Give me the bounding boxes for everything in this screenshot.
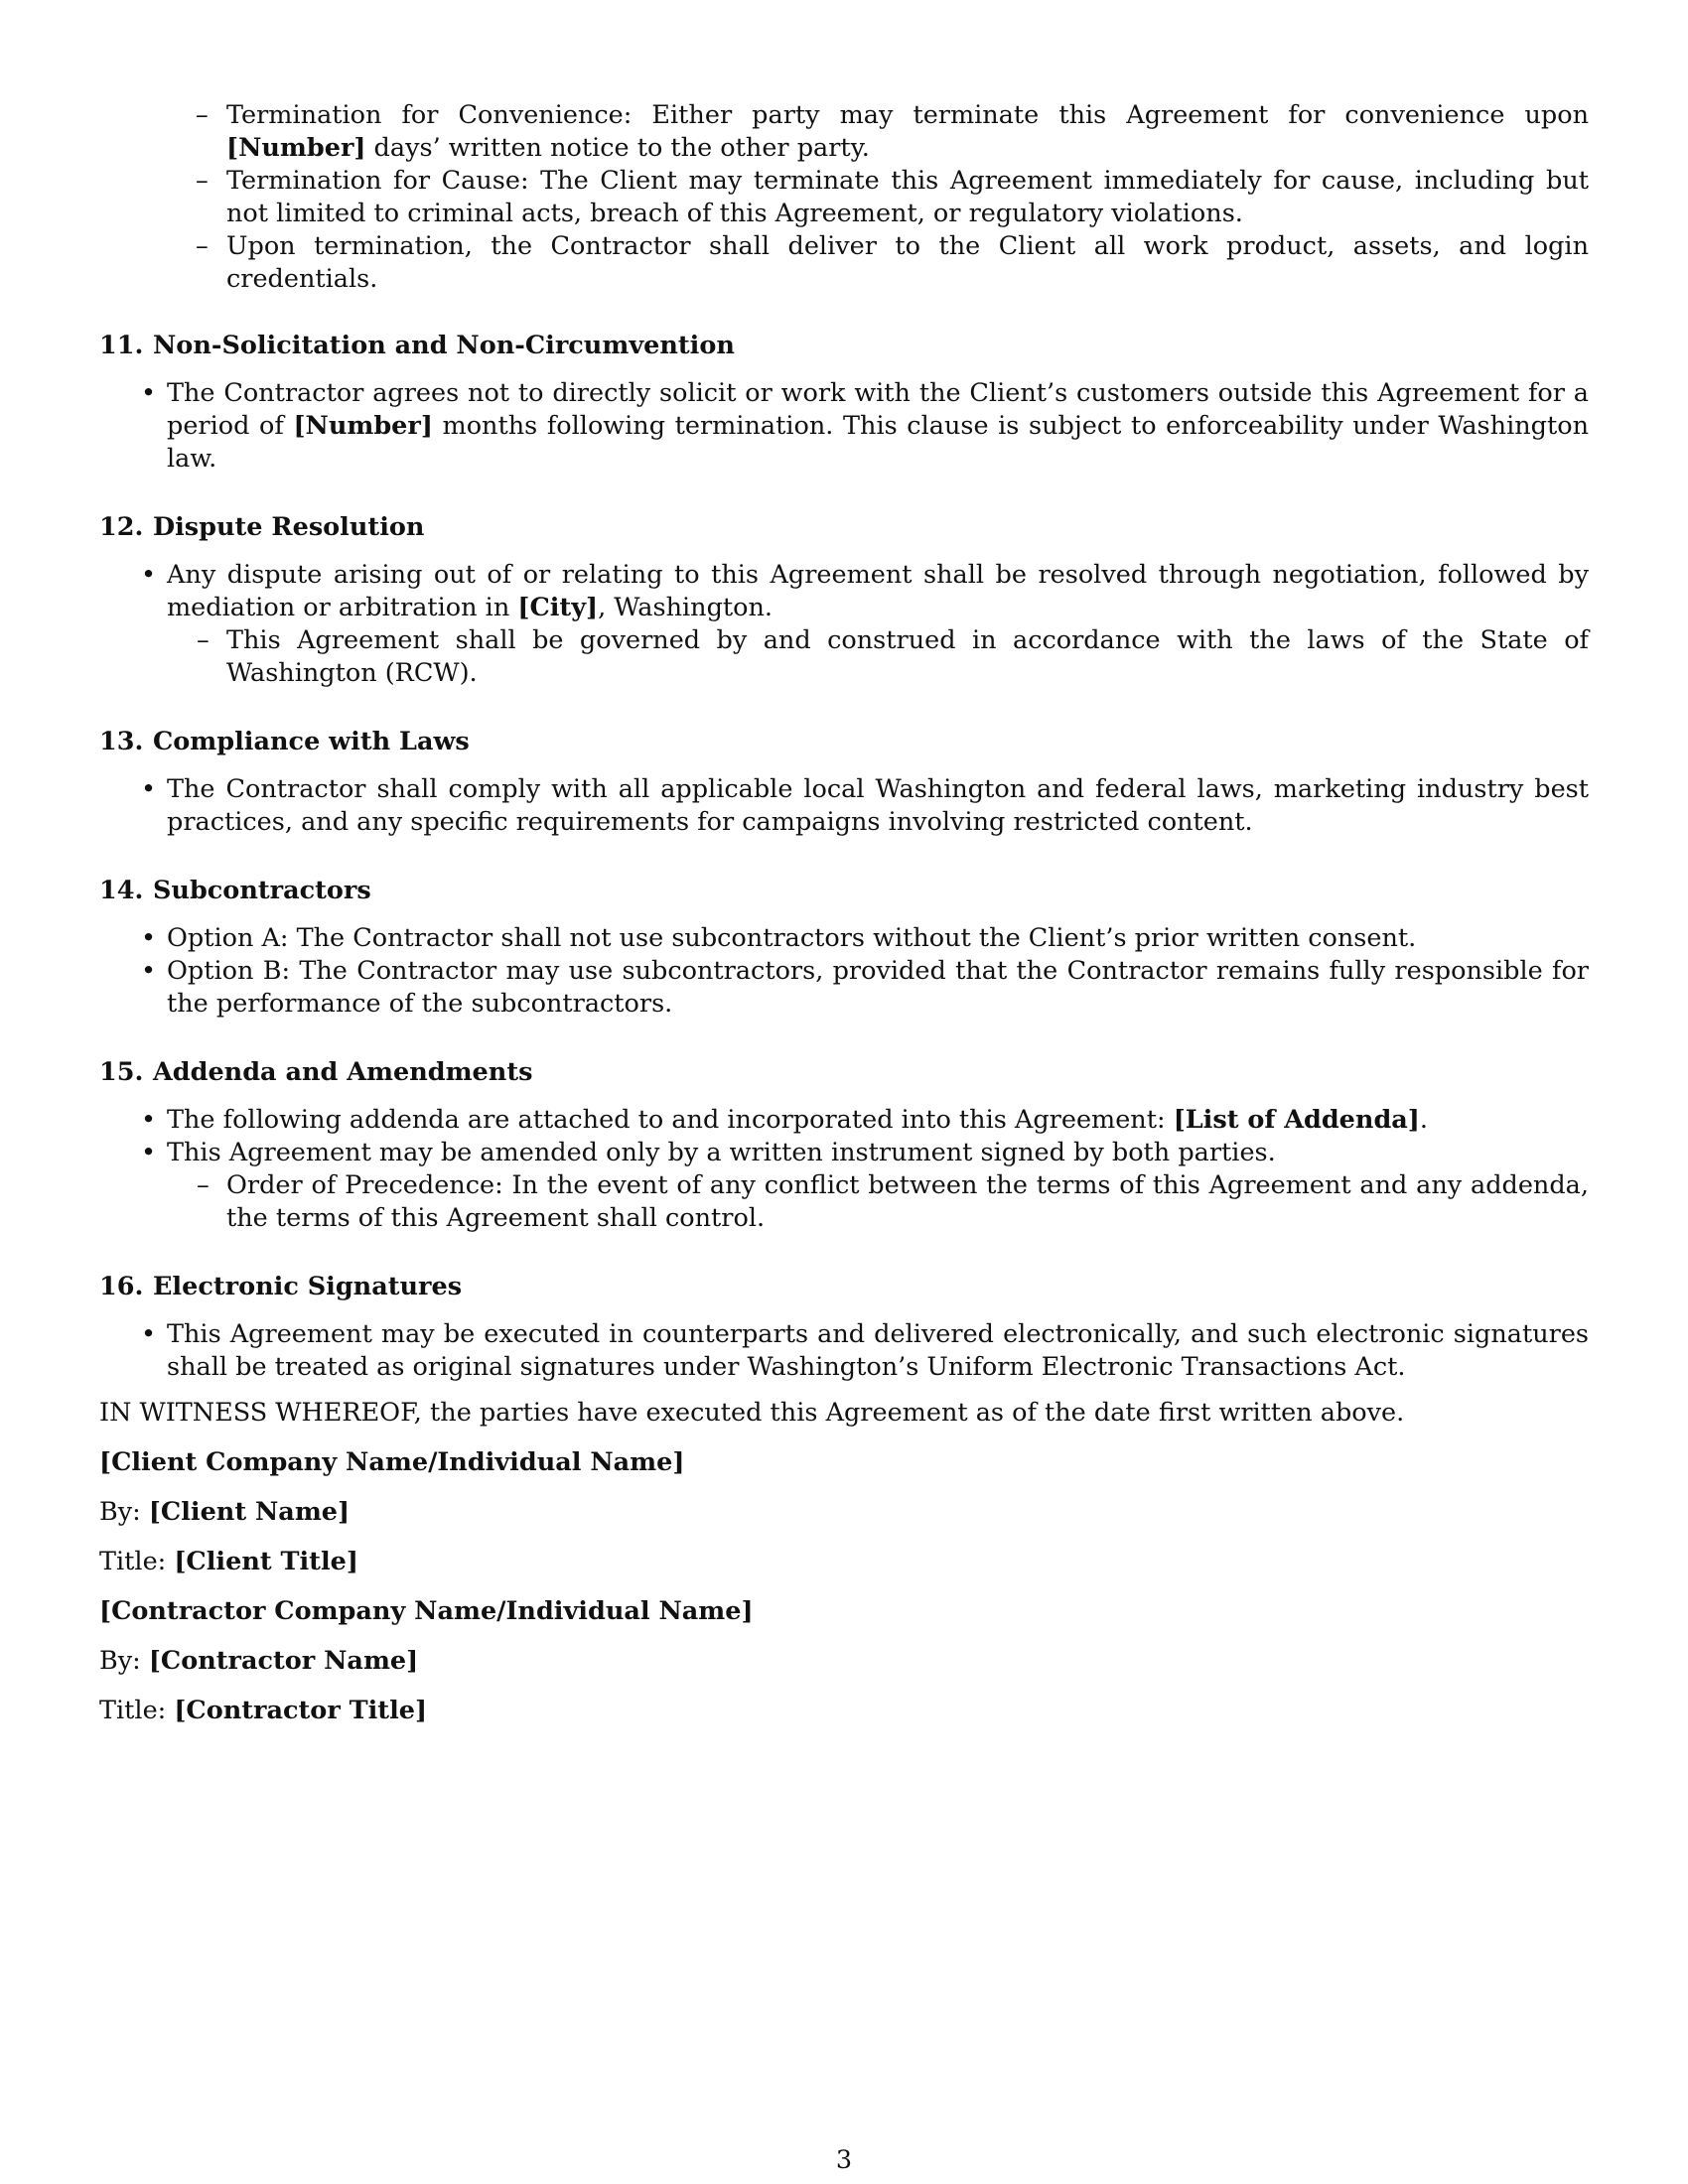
section-13 xyxy=(99,726,1589,839)
section-title: Non-Solicitation and Non-Circumvention xyxy=(153,331,735,360)
list-item: • This Agreement may be executed in counterparts and delivered electronically, and such electronic signatures shall be treated as original signatures under Washington’s Uniform Electronic Transactions Act. xyxy=(99,1318,1589,1384)
contractor-company-placeholder: [Contractor Company Name/Individual Name] xyxy=(99,1596,754,1626)
title-label: Title: xyxy=(99,1547,175,1576)
section-title: Electronic Signatures xyxy=(153,1272,463,1301)
number-placeholder: [Number] xyxy=(226,133,366,163)
section-14-list xyxy=(99,922,1589,1021)
item-text: This Agreement may be amended only by a written instrument signed by both parties. xyxy=(167,1138,1276,1167)
termination-convenience-text: Termination for Convenience: Either party may terminate this Agreement for convenience upon xyxy=(226,100,1589,130)
witness-statement: IN WITNESS WHEREOF, the parties have executed this Agreement as of the date first written above. xyxy=(99,1398,1405,1428)
section-number: 15. xyxy=(99,1057,144,1087)
section-number: 14. xyxy=(99,876,144,905)
list-item xyxy=(99,1137,1589,1235)
section-number: 16. xyxy=(99,1272,144,1301)
section-title: Dispute Resolution xyxy=(153,512,425,542)
by-label: By: xyxy=(99,1497,149,1527)
item-text: The following addenda are attached to and incorporated into this Agreement: xyxy=(167,1105,1174,1135)
contractor-name-placeholder: [Contractor Name] xyxy=(148,1646,419,1676)
section-15-list xyxy=(99,1104,1589,1235)
city-placeholder: [City] xyxy=(517,593,599,622)
list-item xyxy=(99,1104,1589,1137)
addenda-placeholder: [List of Addenda] xyxy=(1173,1105,1420,1135)
section-12 xyxy=(99,511,1589,690)
item-text-tail: months following termination. This clause is subject to enforceability under Washington law. xyxy=(167,411,1589,474)
list-item: • Option A: The Contractor shall not use subcontractors without the Client’s prior written consent. xyxy=(99,922,1589,955)
section-14 xyxy=(99,875,1589,1021)
termination-cause-item: – Termination for Cause: The Client may terminate this Agreement immediately for cause, including but not limited to criminal acts, breach of this Agreement, or regulatory violations. xyxy=(99,165,1589,230)
section-12-heading xyxy=(99,511,1589,544)
list-item xyxy=(99,559,1589,690)
number-placeholder: [Number] xyxy=(293,411,433,441)
client-title-placeholder: [Client Title] xyxy=(174,1547,358,1576)
termination-delivery-item: – Upon termination, the Contractor shall deliver to the Client all work product, assets, and login credentials. xyxy=(99,230,1589,296)
client-name-placeholder: [Client Name] xyxy=(148,1497,351,1527)
title-label: Title: xyxy=(99,1696,175,1725)
by-label: By: xyxy=(99,1646,149,1676)
client-by-line xyxy=(99,1495,1589,1529)
termination-convenience-tail: days’ written notice to the other party. xyxy=(365,133,870,163)
sub-list-item: – This Agreement shall be governed by and construed in accordance with the laws of the State of Washington (RCW). xyxy=(167,624,1589,690)
section-title: Subcontractors xyxy=(153,876,371,905)
item-text: The Contractor agrees not to directly solicit or work with the Client’s customers outside this Agreement for a period of xyxy=(167,378,1589,441)
section-15 xyxy=(99,1056,1589,1235)
section-12-sublist xyxy=(167,624,1589,690)
list-item: • The Contractor shall comply with all applicable local Washington and federal laws, marketing industry best practices, and any specific requirements for campaigns involving restricted content. xyxy=(99,773,1589,839)
section-11-heading xyxy=(99,330,1589,362)
contractor-title-line xyxy=(99,1694,1589,1727)
item-text: Any dispute arising out of or relating to this Agreement shall be resolved through negotiation, followed by mediation or arbitration in xyxy=(167,560,1589,622)
contractor-by-line xyxy=(99,1644,1589,1678)
termination-convenience-item xyxy=(99,99,1589,165)
section-16 xyxy=(99,1271,1589,1384)
section-12-list xyxy=(99,559,1589,690)
termination-list xyxy=(99,99,1589,296)
client-title-line xyxy=(99,1545,1589,1578)
section-number: 13. xyxy=(99,727,144,756)
section-14-heading xyxy=(99,875,1589,907)
section-15-heading xyxy=(99,1056,1589,1089)
section-title: Compliance with Laws xyxy=(153,727,470,756)
section-number: 12. xyxy=(99,512,144,542)
section-16-list xyxy=(99,1318,1589,1384)
list-item: • Option B: The Contractor may use subcontractors, provided that the Contractor remains fully responsible for the performance of the subcontractors. xyxy=(99,955,1589,1021)
section-13-list xyxy=(99,773,1589,839)
section-11-list xyxy=(99,377,1589,476)
contractor-company-line xyxy=(99,1594,1589,1628)
client-company-line xyxy=(99,1445,1589,1479)
list-item xyxy=(99,377,1589,476)
document-page xyxy=(99,99,1589,1727)
section-title: Addenda and Amendments xyxy=(153,1057,533,1087)
section-16-heading xyxy=(99,1271,1589,1303)
item-text-tail: , Washington. xyxy=(598,593,774,622)
section-15-sublist xyxy=(167,1169,1589,1235)
sub-list-item: – Order of Precedence: In the event of any conflict between the terms of this Agreement and any addenda, the terms of this Agreement shall control. xyxy=(167,1169,1589,1235)
page-number: 3 xyxy=(835,2145,853,2175)
section-number: 11. xyxy=(99,331,144,360)
contractor-title-placeholder: [Contractor Title] xyxy=(174,1696,428,1725)
client-company-placeholder: [Client Company Name/Individual Name] xyxy=(99,1447,685,1477)
section-11 xyxy=(99,330,1589,476)
item-text-tail: . xyxy=(1419,1105,1428,1135)
section-13-heading xyxy=(99,726,1589,758)
